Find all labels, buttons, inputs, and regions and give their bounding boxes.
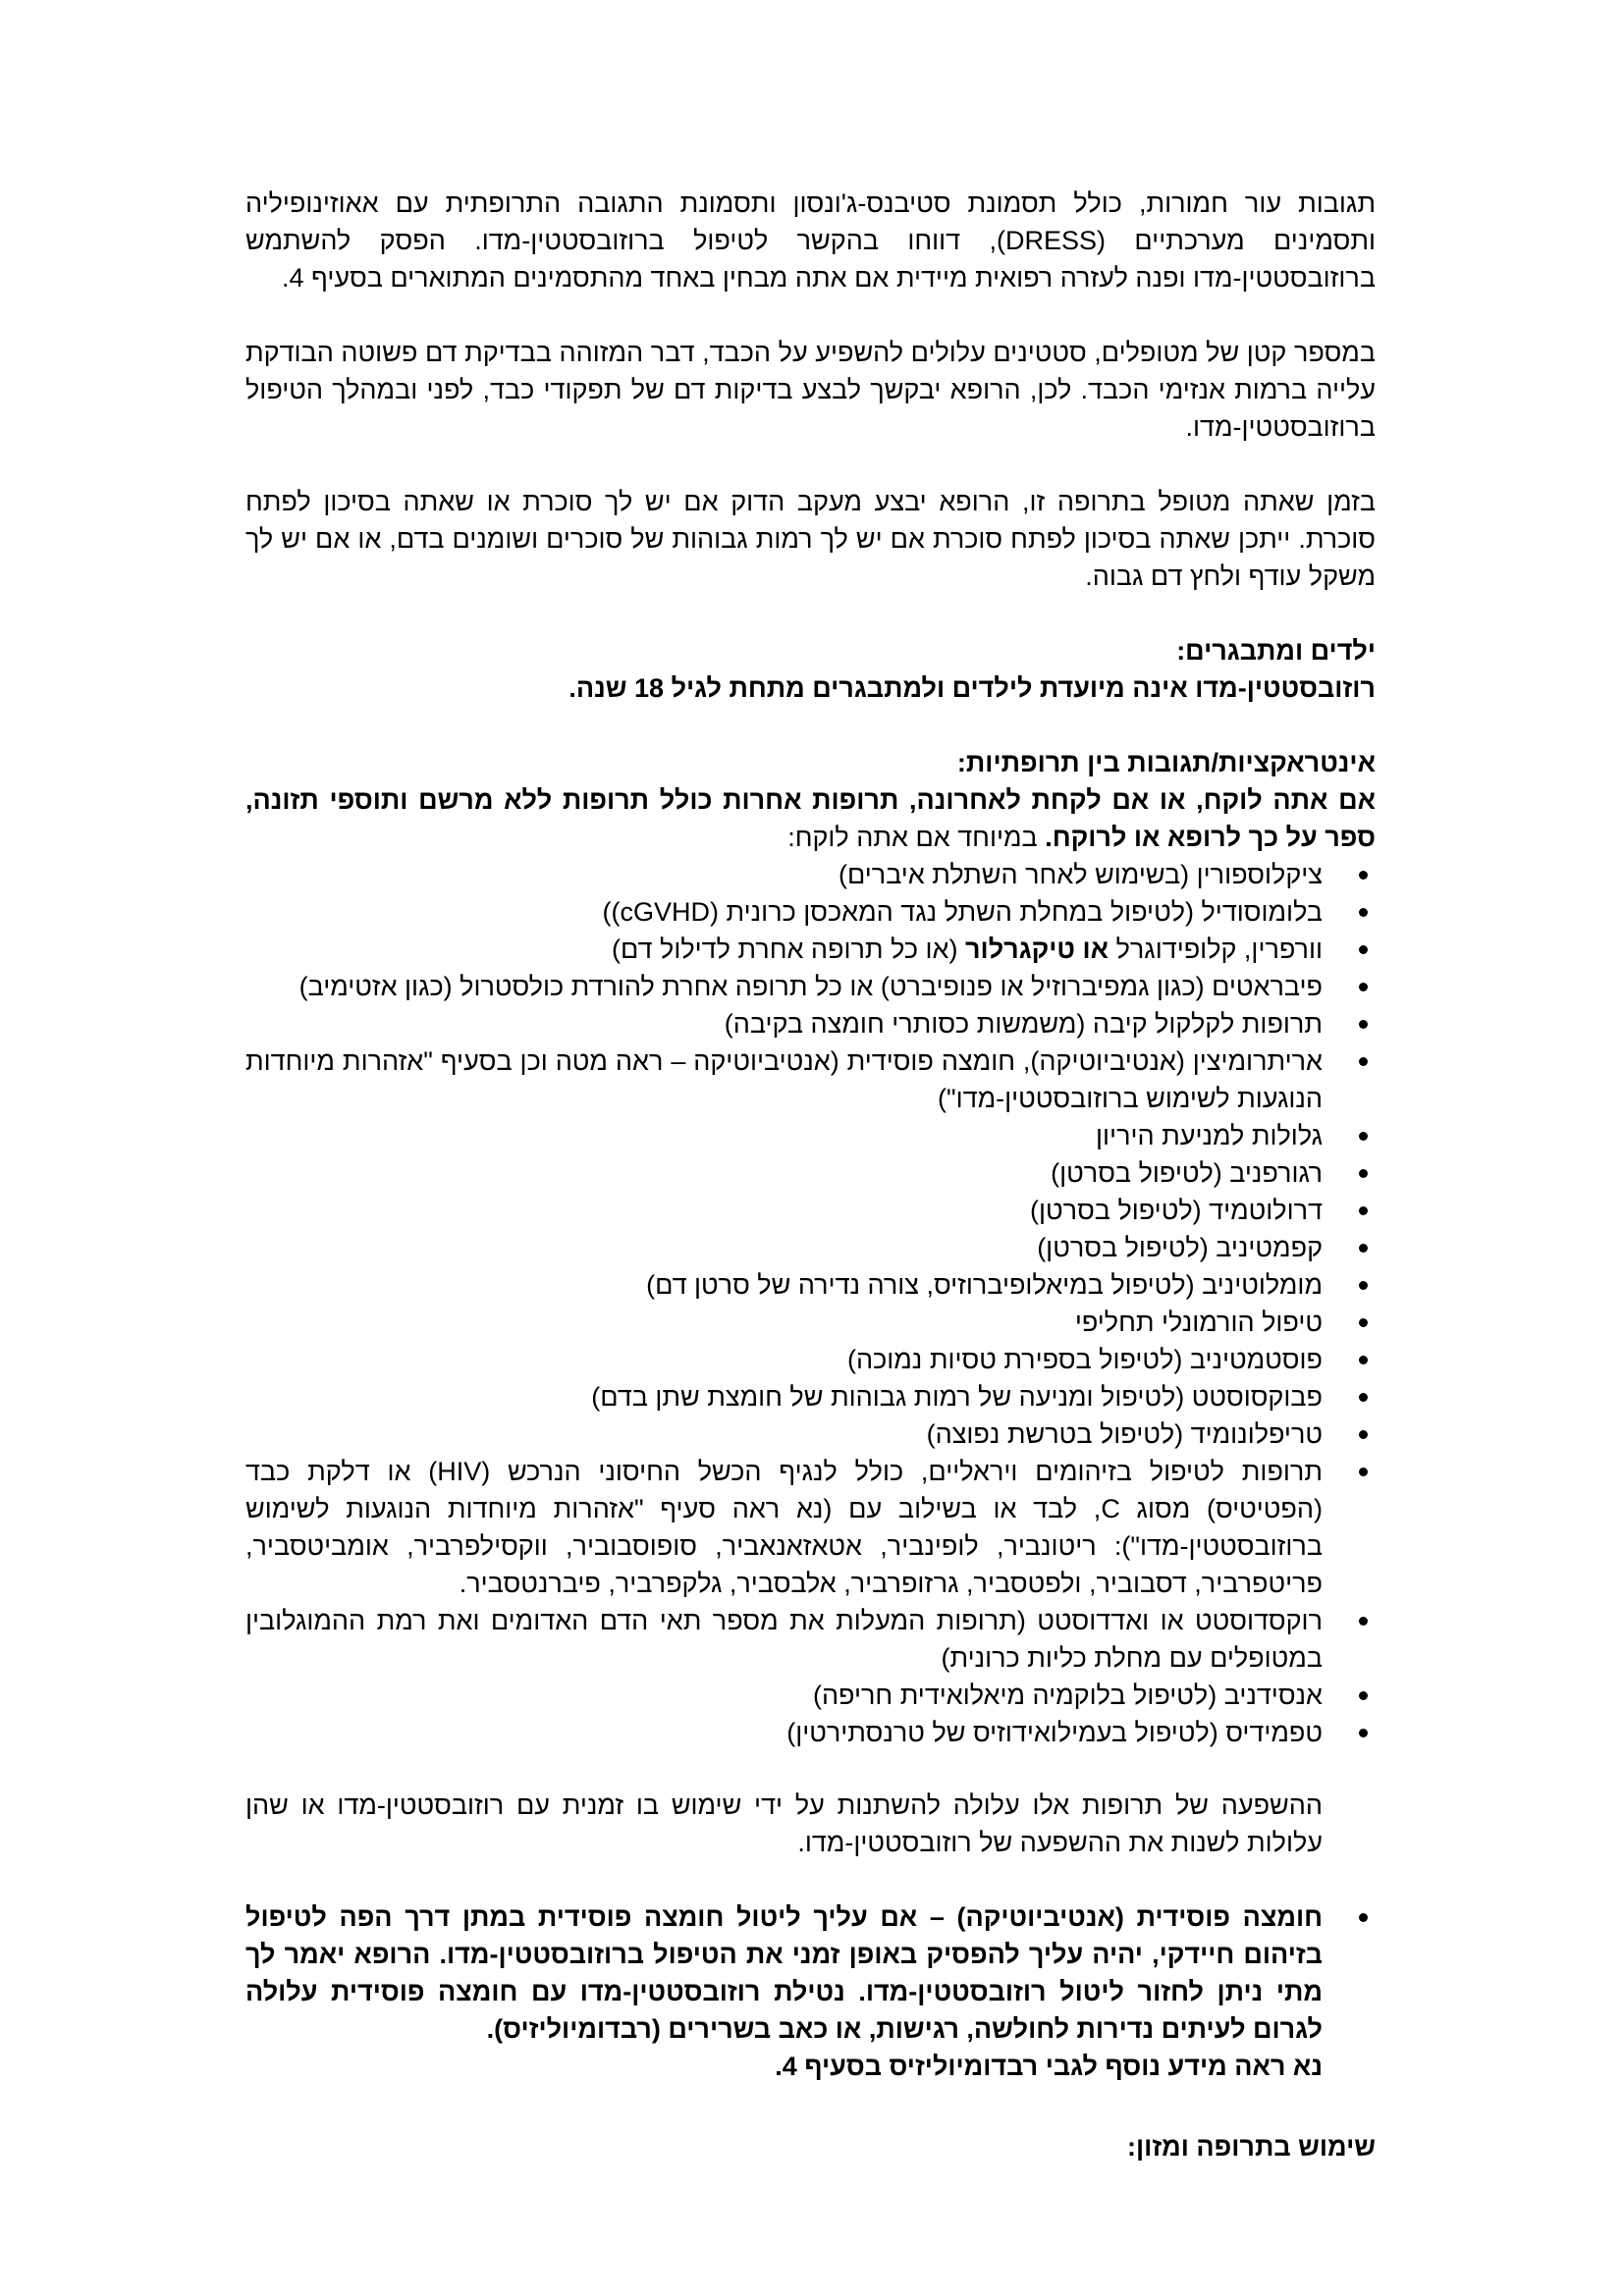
interaction-item — [245, 1229, 1376, 1266]
interaction-item — [245, 1378, 1376, 1415]
interaction-item-text: ציקלוספורין (בשימוש לאחר השתלת איברים) — [839, 860, 1323, 889]
interaction-item-text: וורפרין, קלופידוגרל — [1109, 934, 1323, 964]
bullet-dot — [1359, 945, 1368, 954]
interaction-item-text: בלומוסודיל (לטיפול במחלת השתל נגד המאכסן כרונית (cGVHD)) — [602, 897, 1323, 927]
interaction-item-text: טריפלונומיד (לטיפול בטרשת נפוצה) — [926, 1419, 1323, 1449]
fusidic-acid-text: חומצה פוסידית (אנטיביוטיקה) – אם עליך ליטול חומצה פוסידית במתן דרך הפה לטיפול בזיהום חיידקי, יהיה עליך להפסיק באופן זמני את הטיפול ברוזובסטטין-מדו. הרופא יאמר לך מתי ניתן לחזור ליטול רוזובסטטין-מדו. נטילת רוזובסטטין-מדו עם חומצה פוסידית עלולה לגרום לעיתים נדירות לחולשה, רגישות, או כאב בשרירים (רבדומיוליזיס). — [245, 1902, 1323, 2044]
paragraph-severe-skin-reactions: תגובות עור חמורות, כולל תסמונת סטיבנס-ג'ונסון ותסמונת התגובה התרופתית עם אאוזינופיליה ותסמינים מערכתיים (DRESS), דווחו בהקשר לטיפול ברוזובסטטין-מדו. הפסק להשתמש ברוזובסטטין-מדו ופנה לעזרה רפואית מיידית אם אתה מבחין באחד מהתסמינים המתוארים בסעיף 4. — [245, 188, 1376, 293]
interaction-item — [245, 1192, 1376, 1229]
bullet-dot — [1359, 1729, 1368, 1737]
interaction-item — [245, 1042, 1376, 1117]
interaction-item-text: טפמידיס (לטיפול בעמילואידוזיס של טרנסתירטין) — [786, 1718, 1323, 1747]
interaction-item-text: אנסידניב (לטיפול בלוקמיה מיאלואידית חריפה) — [812, 1681, 1323, 1710]
children-heading: ילדים ומתבגרים: — [1176, 636, 1376, 666]
fusidic-acid-list — [245, 1898, 1376, 2048]
bullet-dot — [1359, 1057, 1368, 1066]
bullet-dot — [1359, 1913, 1368, 1922]
document-page — [245, 185, 1376, 2165]
bullet-dot — [1359, 1169, 1368, 1178]
interaction-item-text: תרופות לקלקול קיבה (משמשות כסותרי חומצה בקיבה) — [724, 1009, 1323, 1039]
interaction-item — [245, 1453, 1376, 1602]
interaction-effect-note: ההשפעה של תרופות אלו עלולה להשתנות על ידי שימוש בו זמנית עם רוזובסטטין-מדו או שהן עלולות לשנות את ההשפעה של רוזובסטטין-מדו. — [245, 1790, 1323, 1857]
interaction-item-text: גלולות למניעת היריון — [1096, 1121, 1323, 1150]
bullet-dot — [1359, 908, 1368, 917]
interaction-item-text: טיפול הורמונלי תחליפי — [1074, 1308, 1323, 1337]
bullet-dot — [1359, 1430, 1368, 1439]
bullet-dot — [1359, 1206, 1368, 1215]
fusidic-acid-bullet — [245, 1898, 1376, 2048]
interaction-item — [245, 1341, 1376, 1378]
interaction-item-text: קפמטיניב (לטיפול בסרטן) — [1037, 1233, 1323, 1262]
children-text: רוזובסטטין-מדו אינה מיועדת לילדים ולמתבגרים מתחת לגיל 18 שנה. — [568, 673, 1376, 703]
interactions-intro-bold: אם אתה לוקח, או אם לקחת לאחרונה, תרופות אחרות כולל תרופות ללא מרשם ותוספי תזונה, ספר על כך לרופא או לרוקח. — [245, 785, 1376, 852]
interaction-item — [245, 1266, 1376, 1304]
interaction-item — [245, 1677, 1376, 1714]
interaction-item — [245, 1415, 1376, 1453]
bullet-dot — [1359, 1244, 1368, 1253]
fusidic-acid-reference: נא ראה מידע נוסף לגבי רבדומיוליזיס בסעיף 4. — [775, 2052, 1323, 2081]
bullet-dot — [1359, 1617, 1368, 1626]
paragraph-liver-effects: במספר קטן של מטופלים, סטטינים עלולים להשפיע על הכבד, דבר המזוהה בבדיקת דם פשוטה הבודקת עלייה ברמות אנזימי הכבד. לכן, הרופא יבקשך לבצע בדיקות דם של תפקודי כבד, לפני ובמהלך הטיפול ברוזובסטטין-מדו. — [245, 338, 1376, 442]
food-heading: שימוש בתרופה ומזון: — [1127, 2132, 1376, 2162]
interaction-item-text: מומלוטיניב (לטיפול במיאלופיברוזיס, צורה נדירה של סרטן דם) — [646, 1270, 1323, 1300]
interaction-list — [245, 856, 1376, 1751]
interaction-item-after: (או כל תרופה אחרת לדילול דם) — [612, 934, 965, 964]
interaction-item — [245, 1117, 1376, 1154]
bullet-dot — [1359, 1318, 1368, 1327]
interaction-item — [245, 968, 1376, 1005]
bullet-dot — [1359, 1020, 1368, 1029]
bullet-dot — [1359, 1393, 1368, 1402]
interaction-item-text: רוקסדוסטט או ואדדוסטט (תרופות המעלות את מספר תאי הדם האדומים ואת רמת ההמוגלובין במטופלים עם מחלת כליות כרונית) — [245, 1606, 1323, 1673]
interaction-item-text: פיבראטים (כגון גמפיברוזיל או פנופיברט) או כל תרופה אחרת להורדת כולסטרול (כגון אזטימיב) — [298, 972, 1323, 1001]
interaction-item-text: דרולוטמיד (לטיפול בסרטן) — [1030, 1196, 1323, 1225]
interactions-heading: אינטראקציות/תגובות בין תרופתיות: — [956, 748, 1376, 777]
interaction-item-text: תרופות לטיפול בזיהומים ויראליים, כולל לנגיף הכשל החיסוני הנרכש (HIV) או דלקת כבד (הפטיטיס) מסוג C, לבד או בשילוב עם (נא ראה סעיף "אזהרות מיוחדות הנוגעות לשימוש ברוזובסטטין-מדו"): ריטונביר, לופינביר, אטאזאנאביר, סופוסבוביר, ווקסילפרביר, אומביטסביר, פריטפרביר, דסבוביר, ולפטסביר, גרזופרביר, אלבסביר, גלקפרביר, פיברנטסביר. — [245, 1457, 1323, 1598]
bullet-dot — [1359, 983, 1368, 991]
interaction-item-text: פבוקסוסטט (לטיפול ומניעה של רמות גבוהות של חומצת שתן בדם) — [591, 1382, 1323, 1412]
interaction-item — [245, 931, 1376, 968]
interactions-intro-normal: במיוחד אם אתה לוקח: — [787, 823, 1046, 852]
interaction-item — [245, 1005, 1376, 1042]
interaction-item — [245, 893, 1376, 931]
interaction-item-text: אריתרומיצין (אנטיביוטיקה), חומצה פוסידית (אנטיביוטיקה – ראה מטה וכן בסעיף "אזהרות מיוחדות הנוגעות לשימוש ברוזובסטטין-מדו") — [245, 1046, 1323, 1113]
interaction-item — [245, 1304, 1376, 1341]
interaction-item — [245, 1714, 1376, 1751]
bullet-dot — [1359, 1691, 1368, 1700]
bullet-dot — [1359, 871, 1368, 880]
interaction-item — [245, 1154, 1376, 1192]
bullet-dot — [1359, 1281, 1368, 1290]
interaction-item-bold: או טיקגרלור — [965, 934, 1109, 964]
interactions-intro — [245, 781, 1376, 856]
bullet-dot — [1359, 1132, 1368, 1141]
interaction-item — [245, 1602, 1376, 1677]
bullet-dot — [1359, 1356, 1368, 1364]
interaction-item-text: רגורפניב (לטיפול בסרטן) — [1051, 1158, 1323, 1188]
interaction-item-text: פוסטמטיניב (לטיפול בספירת טסיות נמוכה) — [846, 1345, 1323, 1374]
paragraph-diabetes-risk: בזמן שאתה מטופל בתרופה זו, הרופא יבצע מעקב הדוק אם יש לך סוכרת או שאתה בסיכון לפתח סוכרת. ייתכן שאתה בסיכון לפתח סוכרת אם יש לך רמות גבוהות של סוכרים ושומנים בדם, או אם יש לך משקל עודף ולחץ דם גבוה. — [245, 487, 1376, 591]
interaction-item — [245, 856, 1376, 893]
bullet-dot — [1359, 1468, 1368, 1476]
